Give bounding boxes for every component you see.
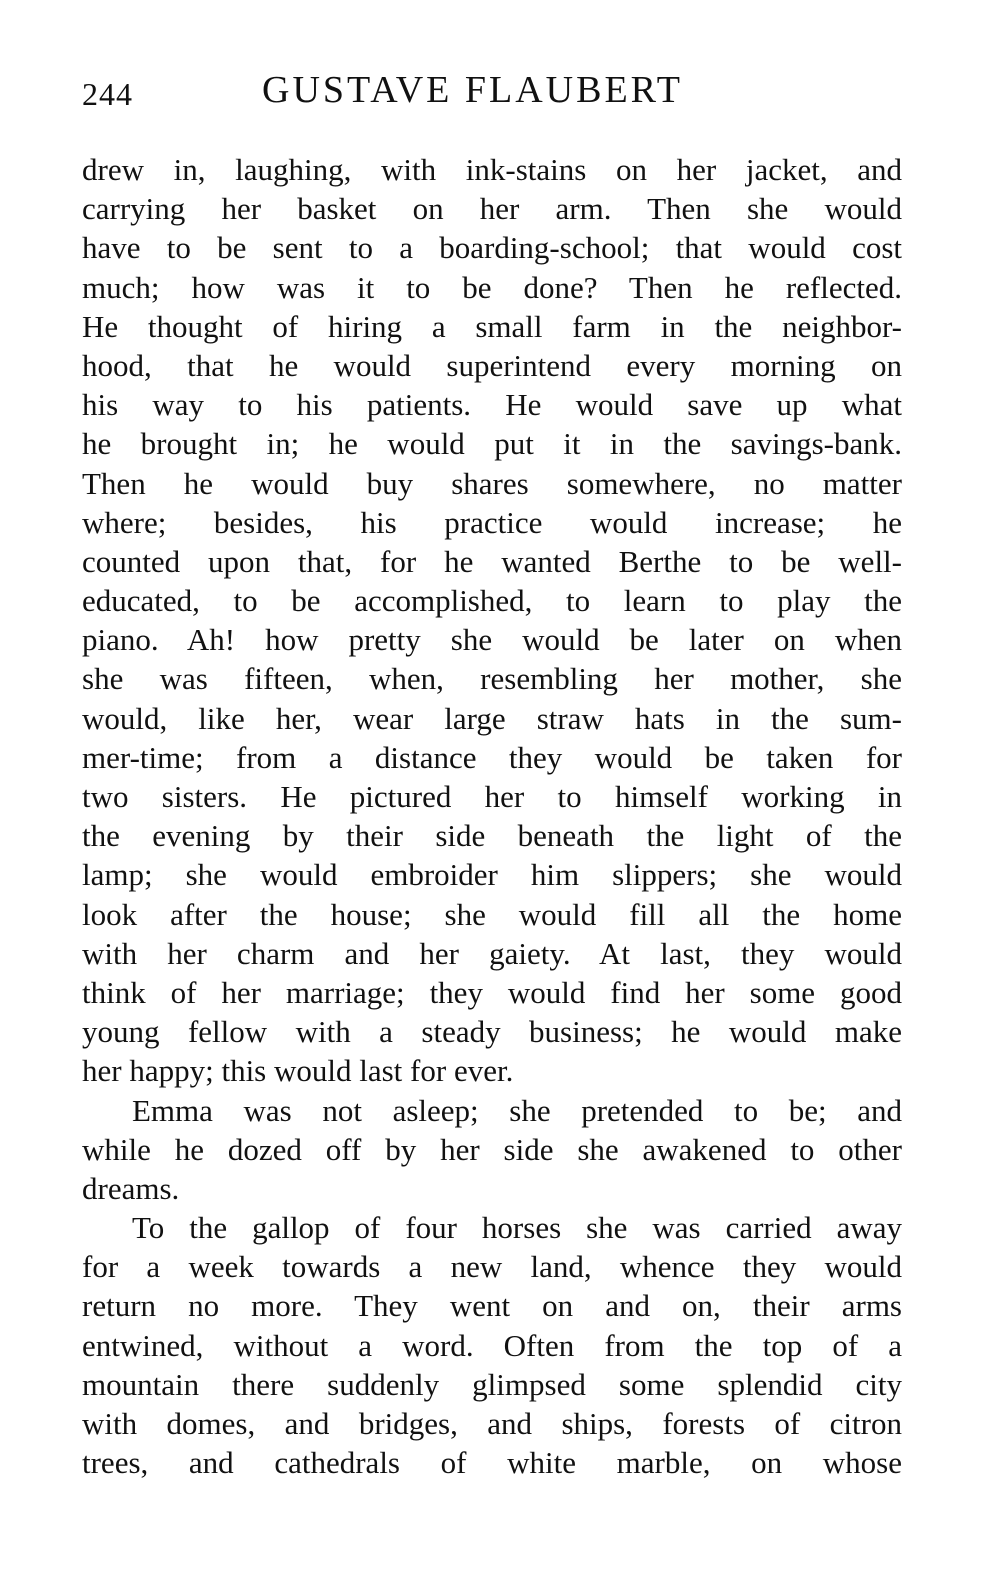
- text-line: where; besides, his practice would increase; he: [82, 504, 902, 540]
- text-line: his way to his patients. He would save up what: [82, 387, 902, 423]
- text-line: look after the house; she would fill all the home: [82, 896, 902, 932]
- text-line: much; how was it to be done? Then he reflected.: [82, 269, 902, 305]
- text-line: with domes, and bridges, and ships, forests of citron: [82, 1406, 902, 1441]
- paragraph-end-line: her happy; this would last for ever.: [82, 1053, 514, 1089]
- text-line: trees, and cathedrals of white marble, on whose: [82, 1445, 902, 1481]
- text-line: return no more. They went on and on, their arms: [82, 1288, 902, 1324]
- text-line: piano. Ah! how pretty she would be later on when: [82, 622, 902, 658]
- text-line: lamp; she would embroider him slippers; she would: [82, 857, 902, 893]
- text-line: educated, to be accomplished, to learn to play the: [82, 583, 902, 619]
- text-line: carrying her basket on her arm. Then she would: [82, 191, 902, 227]
- paragraph-end-line: dreams.: [82, 1170, 180, 1206]
- text-line: he brought in; he would put it in the savings-bank.: [82, 426, 902, 462]
- text-line: counted upon that, for he wanted Berthe to be well-: [82, 543, 902, 579]
- text-line: drew in, laughing, with ink-stains on her jacket, and: [82, 152, 902, 187]
- paragraph-start-line: To the gallop of four horses she was carried away: [132, 1210, 902, 1246]
- text-line: mountain there suddenly glimpsed some splendid city: [82, 1366, 902, 1402]
- text-line: He thought of hiring a small farm in the neighbor-: [82, 308, 902, 344]
- text-line: would, like her, wear large straw hats in the sum-: [82, 700, 902, 736]
- text-line: mer-time; from a distance they would be taken for: [82, 739, 902, 775]
- text-line: while he dozed off by her side she awakened to other: [82, 1131, 902, 1167]
- text-line: entwined, without a word. Often from the top of a: [82, 1327, 902, 1363]
- text-line: she was fifteen, when, resembling her mother, she: [82, 661, 902, 697]
- text-line: Then he would buy shares somewhere, no matter: [82, 465, 902, 501]
- text-line: have to be sent to a boarding-school; that would cost: [82, 230, 902, 266]
- body-text: [82, 150, 902, 1482]
- text-line: think of her marriage; they would find her some good: [82, 974, 902, 1010]
- page-number: 244: [82, 76, 133, 112]
- text-line: for a week towards a new land, whence they would: [82, 1249, 902, 1285]
- text-line: hood, that he would superintend every morning on: [82, 347, 902, 383]
- text-line: the evening by their side beneath the light of the: [82, 818, 902, 854]
- paragraph-start-line: Emma was not asleep; she pretended to be; and: [132, 1092, 902, 1128]
- running-title: GUSTAVE FLAUBERT: [262, 69, 683, 111]
- running-head: [82, 68, 902, 118]
- text-line: two sisters. He pictured her to himself working in: [82, 779, 902, 814]
- text-line: with her charm and her gaiety. At last, they would: [82, 935, 902, 971]
- text-line: young fellow with a steady business; he would make: [82, 1014, 902, 1050]
